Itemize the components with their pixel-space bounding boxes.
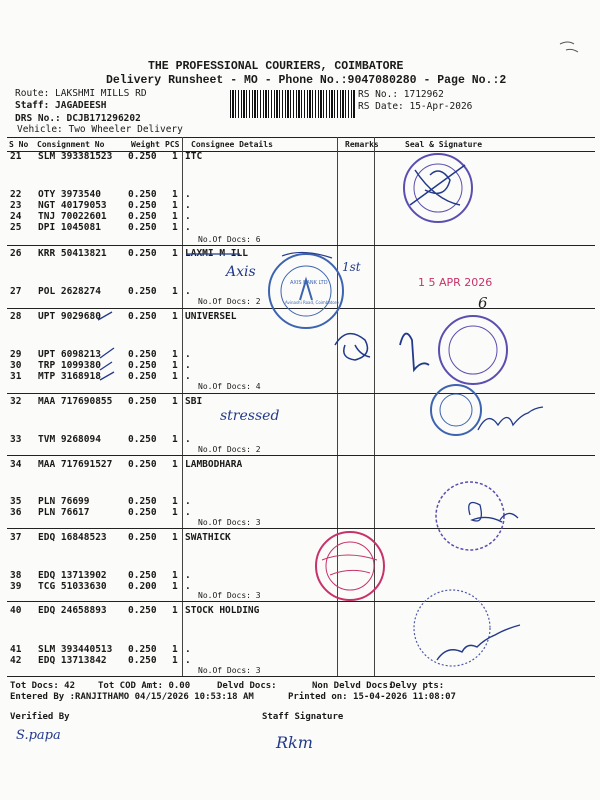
row-weight: 0.250 [128, 371, 157, 382]
axis-stamp-sub: Avinashi Road, Coimbatore [285, 300, 339, 305]
row-sno: 42 [10, 655, 22, 666]
row-sno: 38 [10, 570, 22, 581]
row-consignment: EDQ 13713842 [38, 655, 107, 666]
col-consignee: Consignee Details [189, 138, 343, 152]
row-consignment: MAA 717691527 [38, 459, 113, 470]
group-docs-count: No.Of Docs: 2 [198, 445, 261, 454]
row-consignment: UPT 9029680 [38, 311, 101, 322]
staff-signature: Rkm [276, 733, 313, 752]
row-pcs: 1 [172, 311, 178, 322]
row-consignment: PLN 76617 [38, 507, 90, 518]
six-handwriting: 6 [478, 294, 488, 312]
row-pcs: 1 [172, 570, 178, 581]
col-weight: Weight [129, 138, 163, 152]
lambodhara-signature [469, 503, 518, 522]
row-weight: 0.250 [128, 151, 157, 162]
row-sno: 40 [10, 605, 22, 616]
row-consignment: DPI 1045081 [38, 222, 101, 233]
rs-number: RS No.: 1712962 [358, 89, 444, 100]
row-consignment: KRR 50413821 [38, 248, 107, 259]
group-docs-count: No.Of Docs: 3 [198, 666, 261, 675]
row-consignment: TVM 9268094 [38, 434, 101, 445]
row-consignment: EDQ 13713902 [38, 570, 107, 581]
row-pcs: 1 [172, 655, 178, 666]
itc-stamp [404, 154, 472, 222]
delivered-docs: Delvd Docs: [217, 681, 277, 691]
row-consignee: LAMBODHARA [185, 459, 243, 470]
row-consignment: TCG 51033630 [38, 581, 107, 592]
corner-scribble [560, 42, 578, 52]
row-sno: 25 [10, 222, 22, 233]
col-seal: Seal & Signature [381, 138, 595, 152]
row-consignee: . [185, 200, 191, 211]
staff-signature-label: Staff Signature [262, 712, 344, 722]
axis-handwriting: Axis [226, 264, 256, 280]
axis-bank-stamp [269, 254, 343, 328]
row-sno: 29 [10, 349, 22, 360]
row-weight: 0.250 [128, 200, 157, 211]
row-pcs: 1 [172, 286, 178, 297]
row-weight: 0.250 [128, 459, 157, 470]
swathick-stamp [316, 532, 384, 600]
row-weight: 0.250 [128, 605, 157, 616]
received-date-stamp: 1 5 APR 2026 [418, 276, 493, 289]
row-consignee: . [185, 644, 191, 655]
row-consignment: EDQ 24658893 [38, 605, 107, 616]
row-consignee: . [185, 371, 191, 382]
col-consignment: Consignment No [35, 138, 129, 152]
row-sno: 36 [10, 507, 22, 518]
row-consignee: . [185, 507, 191, 518]
row-consignee: . [185, 360, 191, 371]
row-pcs: 1 [172, 349, 178, 360]
row-pcs: 1 [172, 459, 178, 470]
sbi-stamp [431, 385, 481, 435]
row-consignment: SLM 393440513 [38, 644, 113, 655]
group-docs-count: No.Of Docs: 3 [198, 518, 261, 527]
company-title: THE PROFESSIONAL COURIERS, COIMBATORE [148, 60, 404, 73]
sbi-signature [478, 407, 543, 430]
row-pcs: 1 [172, 248, 178, 259]
row-consignment: MAA 717690855 [38, 396, 113, 407]
row-sno: 28 [10, 311, 22, 322]
universel-stamp [439, 316, 507, 384]
row-pcs: 1 [172, 371, 178, 382]
row-pcs: 1 [172, 605, 178, 616]
row-weight: 0.250 [128, 434, 157, 445]
row-consignment: TNJ 70022601 [38, 211, 107, 222]
row-pcs: 1 [172, 200, 178, 211]
row-pcs: 1 [172, 151, 178, 162]
row-consignee: LAXMI M ILL [185, 248, 248, 259]
row-pcs: 1 [172, 396, 178, 407]
verified-signature: S.papa [16, 728, 61, 743]
row-consignment: TRP 1099380 [38, 360, 101, 371]
row-sno: 24 [10, 211, 22, 222]
row-weight: 0.250 [128, 655, 157, 666]
row-consignee: SWATHICK [185, 532, 231, 543]
row-weight: 0.250 [128, 570, 157, 581]
row-consignee: . [185, 349, 191, 360]
row-weight: 0.250 [128, 532, 157, 543]
row-consignee: . [185, 222, 191, 233]
row-weight: 0.250 [128, 644, 157, 655]
row-weight: 0.250 [128, 248, 157, 259]
row-consignee: . [185, 496, 191, 507]
row-sno: 41 [10, 644, 22, 655]
row-consignee: SBI [185, 396, 203, 407]
row-sno: 34 [10, 459, 22, 470]
runsheet-subtitle: Delivery Runsheet - MO - Phone No.:9047080280 - Page No.:2 [106, 74, 507, 87]
row-pcs: 1 [172, 532, 178, 543]
group-docs-count: No.Of Docs: 6 [198, 235, 261, 244]
row-consignee: . [185, 570, 191, 581]
lambodhara-stamp [436, 482, 504, 550]
row-pcs: 1 [172, 360, 178, 371]
row-pcs: 1 [172, 581, 178, 592]
col-sno: S No [7, 138, 35, 152]
row-consignee: . [185, 211, 191, 222]
row-weight: 0.250 [128, 311, 157, 322]
row-weight: 0.250 [128, 360, 157, 371]
verified-by-label: Verified By [10, 712, 70, 722]
row-pcs: 1 [172, 644, 178, 655]
printed-on: Printed on: 15-04-2026 11:08:07 [288, 692, 456, 702]
row-consignee: . [185, 434, 191, 445]
row-pcs: 1 [172, 189, 178, 200]
tick-marks [98, 312, 114, 380]
row-weight: 0.250 [128, 496, 157, 507]
row-sno: 30 [10, 360, 22, 371]
row-consignee: . [185, 286, 191, 297]
col-remarks: Remarks [343, 138, 381, 152]
staff-label: Staff: JAGADEESH [15, 100, 107, 111]
entered-by: Entered By :RANJITHAMO 04/15/2026 10:53:18 AM [10, 692, 254, 702]
row-pcs: 1 [172, 507, 178, 518]
row-consignee: STOCK HOLDING [185, 605, 260, 616]
row-consignment: OTY 3973540 [38, 189, 101, 200]
delivery-points: Delvy pts: [390, 681, 445, 691]
row-weight: 0.250 [128, 396, 157, 407]
row-consignment: POL 2628274 [38, 286, 101, 297]
row-pcs: 1 [172, 211, 178, 222]
row-consignee: . [185, 655, 191, 666]
col-pcs: PCS [163, 138, 189, 152]
row-weight: 0.250 [128, 507, 157, 518]
row-sno: 27 [10, 286, 22, 297]
total-docs: Tot Docs: 42 [10, 681, 76, 691]
row-weight: 0.250 [128, 286, 157, 297]
universel-signature [335, 334, 370, 360]
row-weight: 0.250 [128, 222, 157, 233]
row-consignment: SLM 393381523 [38, 151, 113, 162]
universel-signature-2 [400, 334, 429, 370]
row-consignee: ITC [185, 151, 203, 162]
row-sno: 31 [10, 371, 22, 382]
row-consignee: . [185, 581, 191, 592]
row-pcs: 1 [172, 496, 178, 507]
group-docs-count: No.Of Docs: 3 [198, 591, 261, 600]
stock-holding-stamp [414, 590, 490, 666]
row-sno: 23 [10, 200, 22, 211]
group-docs-count: No.Of Docs: 2 [198, 297, 261, 306]
row-consignment: NGT 40179053 [38, 200, 107, 211]
total-cod: Tot COD Amt: 0.00 [98, 681, 191, 691]
row-sno: 33 [10, 434, 22, 445]
drs-number: DRS No.: DCJB171296202 [15, 113, 141, 124]
row-consignment: MTP 3168918 [38, 371, 101, 382]
row-weight: 0.250 [128, 189, 157, 200]
row-pcs: 1 [172, 222, 178, 233]
row-sno: 37 [10, 532, 22, 543]
vehicle-label: Vehicle: Two Wheeler Delivery [17, 124, 183, 135]
row-consignment: EDQ 16848523 [38, 532, 107, 543]
row-consignment: PLN 76699 [38, 496, 90, 507]
row-pcs: 1 [172, 434, 178, 445]
row-sno: 26 [10, 248, 22, 259]
row-sno: 35 [10, 496, 22, 507]
first-handwriting: 1st [342, 260, 361, 274]
row-weight: 0.250 [128, 349, 157, 360]
axis-stamp-text: AXIS BANK LTD [290, 280, 328, 286]
row-sno: 39 [10, 581, 22, 592]
group-docs-count: No.Of Docs: 4 [198, 382, 261, 391]
route-label: Route: LAKSHMI MILLS RD [15, 88, 147, 99]
stressed-handwriting: stressed [220, 408, 280, 424]
row-consignee: UNIVERSEL [185, 311, 237, 322]
row-sno: 21 [10, 151, 22, 162]
rs-date: RS Date: 15-Apr-2026 [358, 101, 473, 112]
non-delivered-docs: Non Delvd Docs: [312, 681, 394, 691]
row-consignee: . [185, 189, 191, 200]
row-sno: 22 [10, 189, 22, 200]
row-weight: 0.200 [128, 581, 157, 592]
row-consignment: UPT 6098213 [38, 349, 101, 360]
row-sno: 32 [10, 396, 22, 407]
row-weight: 0.250 [128, 211, 157, 222]
